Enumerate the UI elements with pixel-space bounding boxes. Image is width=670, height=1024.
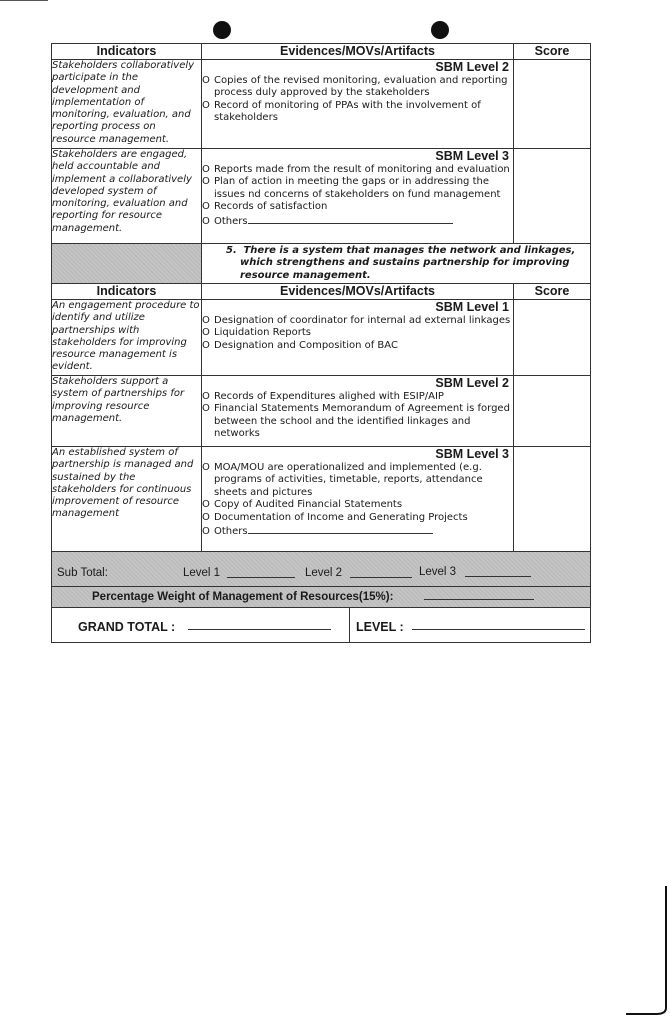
table-row (52, 447, 591, 552)
indicator-cell: Stakeholders support a system of partnerships for improving resource management. (52, 376, 202, 447)
evidences-header: Evidences/MOVs/Artifacts (202, 284, 514, 300)
evidence-item: O Record of monitoring of PPAs with the involvement of stakeholders (202, 99, 481, 124)
bullet-icon: O (202, 99, 210, 111)
level3-blank[interactable] (465, 567, 531, 577)
indicators-header: Indicators (52, 284, 202, 300)
bullet-icon: O (202, 315, 210, 326)
grand-total-label: GRAND TOTAL : (78, 620, 176, 634)
score-cell[interactable] (514, 60, 591, 149)
percentage-cell (52, 587, 591, 608)
level3-label: Level 3 (419, 566, 457, 578)
subtotal-cell (52, 552, 591, 587)
evidence-item: O MOA/MOU are operationalized and implemented (e.g. programs of activities, timetable, reports, attendance sheets and pictures (202, 462, 483, 498)
scan-corner-mark (626, 886, 670, 1016)
statement-row (52, 244, 591, 284)
grand-total-cell (52, 608, 514, 643)
indicator-cell: Stakeholders are engaged, held accountable and implement a collaboratively developed system of monitoring, evaluation and reporting for resource management. (52, 149, 202, 244)
percentage-row (52, 587, 591, 608)
level1-blank[interactable] (227, 568, 295, 578)
evidence-item: O Copies of the revised monitoring, evaluation and reporting process duly approved by the stakeholders (202, 75, 508, 99)
sbm-resource-management-form (51, 43, 591, 643)
scan-edge-mark (0, 0, 48, 1)
table-row (52, 376, 591, 447)
evidence-item: O Designation of coordinator for internal ad external linkages (202, 315, 511, 326)
subtotal-label: Sub Total: (57, 567, 108, 579)
level-label: LEVEL : (356, 620, 404, 634)
bullet-icon: O (202, 327, 210, 339)
evidence-cell (202, 149, 514, 244)
evidence-item: O Reports made from the result of monitoring and evaluation (202, 164, 510, 175)
others-blank-line[interactable] (248, 524, 433, 534)
bullet-icon: O (202, 462, 210, 473)
punch-hole-left (213, 21, 231, 39)
bullet-icon: O (202, 526, 210, 538)
evidence-cell (202, 60, 514, 149)
sbm-level-label: SBM Level 1 (435, 300, 509, 314)
bullet-icon: O (202, 75, 210, 86)
bullet-icon: O (202, 499, 210, 511)
evidence-cell (202, 447, 514, 552)
others-blank-line[interactable] (248, 214, 453, 224)
bullet-icon: O (202, 215, 210, 227)
level2-label: Level 2 (305, 567, 343, 579)
score-cell[interactable] (514, 300, 591, 376)
evidence-item: O Others (202, 214, 513, 228)
indicators-header: Indicators (52, 44, 202, 60)
grand-total-right (514, 608, 591, 643)
sbm-level-label: SBM Level 2 (435, 376, 509, 390)
table-row (52, 300, 591, 376)
grand-total-blank[interactable] (188, 620, 331, 630)
bullet-icon: O (202, 176, 210, 188)
grand-total-divider (349, 608, 350, 642)
score-header: Score (514, 44, 591, 60)
subtotal-row (52, 552, 591, 587)
table-row (52, 60, 591, 149)
bullet-icon: O (202, 391, 210, 402)
evidence-cell (202, 300, 514, 376)
evidences-header: Evidences/MOVs/Artifacts (202, 44, 514, 60)
bullet-icon: O (202, 403, 210, 415)
bullet-icon: O (202, 164, 210, 175)
percentage-blank[interactable] (424, 590, 534, 600)
level2-blank[interactable] (350, 568, 412, 578)
indicator-cell: An engagement procedure to identify and utilize partnerships with stakeholders for improving resource management is evident. (52, 300, 202, 376)
score-header: Score (514, 284, 591, 300)
sbm-level-label: SBM Level 2 (435, 60, 509, 74)
score-cell[interactable] (514, 149, 591, 244)
percentage-label: Percentage Weight of Management of Resources(15%): (92, 591, 394, 603)
evidence-item: O Records of satisfaction (202, 201, 328, 213)
score-cell[interactable] (514, 447, 591, 552)
shaded-cell (52, 244, 202, 284)
evidence-item: O Designation and Composition of BAC (202, 339, 398, 351)
statement-cell (202, 244, 591, 284)
bullet-icon: O (202, 339, 210, 351)
score-cell[interactable] (514, 376, 591, 447)
statement-number: 5. (226, 245, 237, 256)
evidence-item: O Liquidation Reports (202, 327, 311, 339)
level1-label: Level 1 (183, 567, 221, 579)
evidence-item: O Copy of Audited Financial Statements (202, 499, 403, 511)
table-row (52, 149, 591, 244)
bullet-icon: O (202, 201, 210, 213)
evidence-cell (202, 376, 514, 447)
header-row-a (52, 44, 591, 60)
indicator-cell: Stakeholders collaboratively participate in the development and implementation of monitoring, evaluation, and reporting process on resource management. (52, 60, 202, 149)
evidence-item: O Documentation of Income and Generating Projects (202, 511, 468, 523)
grand-total-row (52, 608, 591, 643)
header-row-b (52, 284, 591, 300)
sbm-level-label: SBM Level 3 (435, 149, 509, 163)
bullet-icon: O (202, 511, 210, 523)
indicator-cell: An established system of partnership is managed and sustained by the stakeholders for continuous improvement of resource management (52, 447, 202, 552)
evidence-item: O Plan of action in meeting the gaps or in addressing the issues nd concerns of stakeholders on fund management (202, 176, 501, 200)
punch-hole-right (431, 21, 449, 39)
sbm-level-label: SBM Level 3 (435, 447, 509, 461)
evidence-item: O Financial Statements Memorandum of Agreement is forged between the school and the identified linkages and networks (202, 403, 510, 440)
evidence-item: O Others (202, 524, 513, 538)
evidence-item: O Records of Expenditures alighed with ESIP/AIP (202, 391, 444, 402)
statement-text: There is a system that manages the network and linkages, which strengthens and sustains partnership for improving resource management. (240, 245, 576, 281)
